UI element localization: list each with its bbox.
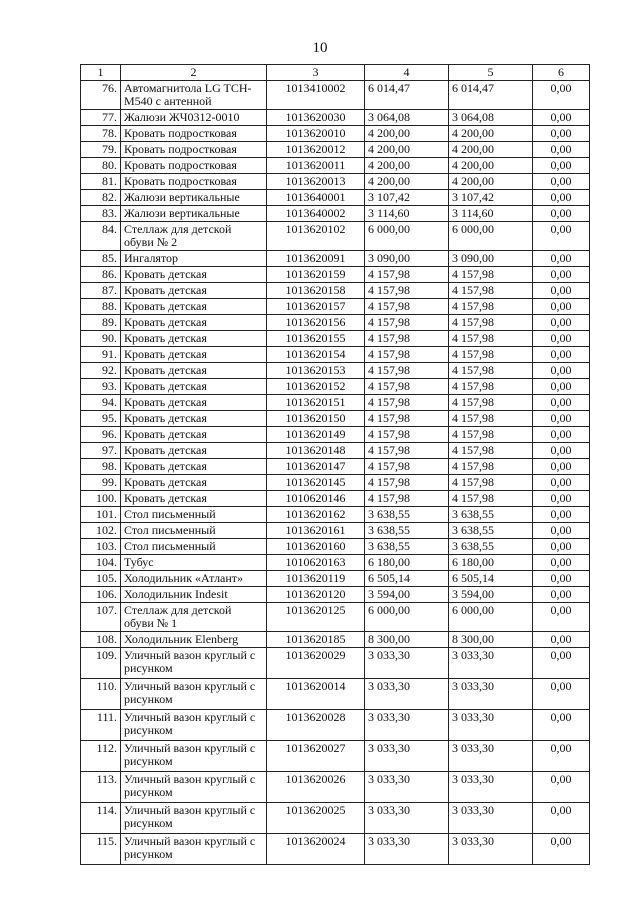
row-number: 81. [81,174,121,190]
row-number: 114. [81,803,121,834]
row-number: 94. [81,395,121,411]
table-row [81,331,590,347]
table-row [81,283,590,299]
value-col-4: 3 033,30 [365,741,449,772]
item-name: Тубус [121,555,267,571]
table-row [81,174,590,190]
row-number: 105. [81,571,121,587]
value-col-4: 6 180,00 [365,555,449,571]
value-col-6: 0,00 [533,475,590,491]
value-col-4: 4 157,98 [365,395,449,411]
value-col-5: 4 157,98 [449,331,533,347]
value-col-6: 0,00 [533,741,590,772]
row-number: 80. [81,158,121,174]
table-row [81,632,590,648]
value-col-4: 3 033,30 [365,648,449,679]
value-col-6: 0,00 [533,632,590,648]
row-number: 113. [81,772,121,803]
item-name: Стеллаж для детской обуви № 2 [121,222,267,251]
value-col-6: 0,00 [533,648,590,679]
inventory-code: 1013620024 [267,834,365,865]
item-name: Кровать детская [121,491,267,507]
inventory-code: 1013620011 [267,158,365,174]
inventory-code: 1013620119 [267,571,365,587]
row-number: 90. [81,331,121,347]
value-col-4: 3 064,08 [365,110,449,126]
row-number: 103. [81,539,121,555]
row-number: 89. [81,315,121,331]
table-row [81,648,590,679]
value-col-5: 3 033,30 [449,834,533,865]
value-col-6: 0,00 [533,803,590,834]
table-row [81,741,590,772]
value-col-5: 4 157,98 [449,315,533,331]
item-name: Кровать подростковая [121,142,267,158]
inventory-code: 1013620149 [267,427,365,443]
item-name: Уличный вазон круглый с рисунком [121,648,267,679]
value-col-6: 0,00 [533,363,590,379]
inventory-code: 1013620012 [267,142,365,158]
value-col-4: 3 033,30 [365,834,449,865]
inventory-code: 1013620152 [267,379,365,395]
table-row [81,190,590,206]
item-name: Холодильник Indesit [121,587,267,603]
value-col-6: 0,00 [533,679,590,710]
value-col-5: 4 200,00 [449,126,533,142]
value-col-5: 3 594,00 [449,587,533,603]
value-col-6: 0,00 [533,772,590,803]
value-col-4: 6 000,00 [365,603,449,632]
row-number: 93. [81,379,121,395]
item-name: Кровать детская [121,347,267,363]
value-col-4: 4 157,98 [365,411,449,427]
row-number: 91. [81,347,121,363]
value-col-4: 4 157,98 [365,363,449,379]
item-name: Жалюзи вертикальные [121,206,267,222]
value-col-5: 3 033,30 [449,648,533,679]
inventory-code: 1013620029 [267,648,365,679]
value-col-5: 4 157,98 [449,363,533,379]
row-number: 78. [81,126,121,142]
value-col-5: 3 033,30 [449,679,533,710]
item-name: Кровать подростковая [121,158,267,174]
item-name: Уличный вазон круглый с рисунком [121,772,267,803]
inventory-code: 1013620125 [267,603,365,632]
value-col-4: 4 157,98 [365,491,449,507]
item-name: Кровать подростковая [121,174,267,190]
inventory-code: 1013620160 [267,539,365,555]
value-col-4: 4 157,98 [365,379,449,395]
value-col-6: 0,00 [533,222,590,251]
item-name: Кровать детская [121,315,267,331]
value-col-5: 4 157,98 [449,475,533,491]
value-col-4: 4 157,98 [365,443,449,459]
row-number: 104. [81,555,121,571]
value-col-5: 3 033,30 [449,772,533,803]
value-col-4: 3 638,55 [365,539,449,555]
item-name: Кровать детская [121,427,267,443]
value-col-6: 0,00 [533,555,590,571]
value-col-5: 4 200,00 [449,174,533,190]
table-row [81,411,590,427]
table-row [81,507,590,523]
inventory-code: 1013620028 [267,710,365,741]
table-row [81,475,590,491]
value-col-6: 0,00 [533,395,590,411]
inventory-code: 1013620030 [267,110,365,126]
inventory-code: 1013620158 [267,283,365,299]
value-col-5: 4 157,98 [449,491,533,507]
value-col-6: 0,00 [533,523,590,539]
inventory-code: 1013620148 [267,443,365,459]
row-number: 98. [81,459,121,475]
value-col-5: 4 157,98 [449,459,533,475]
page-number: 10 [312,40,328,56]
row-number: 83. [81,206,121,222]
inventory-code: 1013620010 [267,126,365,142]
value-col-4: 6 000,00 [365,222,449,251]
value-col-5: 3 638,55 [449,523,533,539]
table-row [81,571,590,587]
row-number: 77. [81,110,121,126]
row-number: 111. [81,710,121,741]
value-col-5: 3 638,55 [449,539,533,555]
value-col-4: 4 200,00 [365,126,449,142]
table-row [81,803,590,834]
value-col-5: 4 157,98 [449,267,533,283]
value-col-6: 0,00 [533,206,590,222]
item-name: Уличный вазон круглый с рисунком [121,710,267,741]
value-col-5: 6 000,00 [449,222,533,251]
item-name: Стол письменный [121,523,267,539]
table-row [81,363,590,379]
inventory-code: 1013620154 [267,347,365,363]
value-col-6: 0,00 [533,142,590,158]
item-name: Кровать детская [121,299,267,315]
item-name: Стол письменный [121,507,267,523]
value-col-6: 0,00 [533,174,590,190]
table-row [81,523,590,539]
item-name: Уличный вазон круглый с рисунком [121,679,267,710]
column-header: 1 [81,65,121,81]
item-name: Уличный вазон круглый с рисунком [121,803,267,834]
table-header-row [81,65,590,81]
value-col-6: 0,00 [533,190,590,206]
item-name: Кровать детская [121,411,267,427]
inventory-code: 1013620153 [267,363,365,379]
row-number: 86. [81,267,121,283]
inventory-code: 1013620013 [267,174,365,190]
value-col-5: 8 300,00 [449,632,533,648]
value-col-4: 4 157,98 [365,347,449,363]
inventory-code: 1013620159 [267,267,365,283]
table-row [81,772,590,803]
table-row [81,587,590,603]
value-col-5: 3 033,30 [449,710,533,741]
row-number: 101. [81,507,121,523]
value-col-5: 3 033,30 [449,741,533,772]
value-col-6: 0,00 [533,571,590,587]
row-number: 108. [81,632,121,648]
value-col-5: 3 064,08 [449,110,533,126]
value-col-5: 3 638,55 [449,507,533,523]
value-col-6: 0,00 [533,267,590,283]
column-header: 5 [449,65,533,81]
column-header: 4 [365,65,449,81]
inventory-code: 1013620025 [267,803,365,834]
row-number: 110. [81,679,121,710]
table-row [81,251,590,267]
inventory-code: 1013620120 [267,587,365,603]
row-number: 95. [81,411,121,427]
value-col-4: 3 033,30 [365,803,449,834]
value-col-6: 0,00 [533,283,590,299]
value-col-6: 0,00 [533,539,590,555]
value-col-4: 4 157,98 [365,299,449,315]
value-col-5: 4 157,98 [449,427,533,443]
item-name: Стеллаж для детской обуви № 1 [121,603,267,632]
row-number: 84. [81,222,121,251]
item-name: Кровать детская [121,267,267,283]
value-col-5: 6 014,47 [449,81,533,110]
value-col-4: 4 157,98 [365,267,449,283]
table-row [81,539,590,555]
table-row [81,315,590,331]
row-number: 109. [81,648,121,679]
row-number: 96. [81,427,121,443]
value-col-6: 0,00 [533,411,590,427]
value-col-5: 6 000,00 [449,603,533,632]
item-name: Кровать детская [121,395,267,411]
value-col-6: 0,00 [533,710,590,741]
value-col-5: 4 157,98 [449,299,533,315]
row-number: 87. [81,283,121,299]
table-row [81,267,590,283]
value-col-6: 0,00 [533,427,590,443]
item-name: Жалюзи вертикальные [121,190,267,206]
value-col-4: 4 200,00 [365,174,449,190]
value-col-4: 4 157,98 [365,315,449,331]
value-col-5: 6 180,00 [449,555,533,571]
value-col-6: 0,00 [533,834,590,865]
inventory-code: 1013620027 [267,741,365,772]
inventory-code: 1013620157 [267,299,365,315]
row-number: 76. [81,81,121,110]
value-col-4: 3 114,60 [365,206,449,222]
inventory-code: 1013620151 [267,395,365,411]
item-name: Кровать подростковая [121,126,267,142]
value-col-6: 0,00 [533,507,590,523]
value-col-5: 6 505,14 [449,571,533,587]
value-col-4: 4 157,98 [365,475,449,491]
value-col-5: 3 114,60 [449,206,533,222]
row-number: 107. [81,603,121,632]
inventory-code: 1013620150 [267,411,365,427]
inventory-code: 1013620102 [267,222,365,251]
value-col-5: 3 107,42 [449,190,533,206]
inventory-code: 1013620026 [267,772,365,803]
item-name: Кровать детская [121,475,267,491]
inventory-code: 1013640002 [267,206,365,222]
value-col-4: 3 638,55 [365,507,449,523]
item-name: Кровать детская [121,331,267,347]
value-col-5: 4 157,98 [449,411,533,427]
inventory-code: 1013620162 [267,507,365,523]
item-name: Кровать детская [121,379,267,395]
column-header: 3 [267,65,365,81]
row-number: 102. [81,523,121,539]
table-row [81,379,590,395]
value-col-4: 4 157,98 [365,331,449,347]
inventory-code: 1013620091 [267,251,365,267]
table-row [81,834,590,865]
value-col-6: 0,00 [533,315,590,331]
value-col-6: 0,00 [533,603,590,632]
item-name: Кровать детская [121,459,267,475]
item-name: Холодильник «Атлант» [121,571,267,587]
value-col-4: 6 505,14 [365,571,449,587]
inventory-code: 1013620161 [267,523,365,539]
table-row [81,347,590,363]
table-row [81,142,590,158]
inventory-code: 1013620145 [267,475,365,491]
value-col-6: 0,00 [533,443,590,459]
value-col-6: 0,00 [533,158,590,174]
item-name: Автомагнитола LG TCH-M540 с антенной [121,81,267,110]
table-row [81,679,590,710]
table-row [81,222,590,251]
value-col-6: 0,00 [533,126,590,142]
row-number: 112. [81,741,121,772]
table-row [81,126,590,142]
table-row [81,158,590,174]
column-header: 2 [121,65,267,81]
value-col-4: 8 300,00 [365,632,449,648]
row-number: 85. [81,251,121,267]
inventory-code: 1010620146 [267,491,365,507]
table-row [81,555,590,571]
value-col-4: 4 157,98 [365,427,449,443]
value-col-5: 4 157,98 [449,283,533,299]
table-row [81,459,590,475]
item-name: Уличный вазон круглый с рисунком [121,741,267,772]
row-number: 82. [81,190,121,206]
table-row [81,427,590,443]
item-name: Стол письменный [121,539,267,555]
table-row [81,206,590,222]
value-col-4: 4 200,00 [365,158,449,174]
value-col-5: 4 157,98 [449,395,533,411]
value-col-6: 0,00 [533,81,590,110]
value-col-4: 4 200,00 [365,142,449,158]
value-col-4: 3 594,00 [365,587,449,603]
inventory-code: 1013410002 [267,81,365,110]
value-col-6: 0,00 [533,459,590,475]
value-col-6: 0,00 [533,347,590,363]
inventory-code: 1013620155 [267,331,365,347]
value-col-6: 0,00 [533,251,590,267]
value-col-4: 3 033,30 [365,710,449,741]
table-row [81,81,590,110]
item-name: Кровать детская [121,443,267,459]
row-number: 92. [81,363,121,379]
value-col-5: 3 033,30 [449,803,533,834]
table-row [81,603,590,632]
value-col-6: 0,00 [533,491,590,507]
table-row [81,299,590,315]
item-name: Уличный вазон круглый с рисунком [121,834,267,865]
value-col-4: 4 157,98 [365,283,449,299]
table-row [81,491,590,507]
inventory-code: 1013620014 [267,679,365,710]
value-col-4: 3 033,30 [365,679,449,710]
item-name: Кровать детская [121,283,267,299]
row-number: 97. [81,443,121,459]
value-col-4: 4 157,98 [365,459,449,475]
table-row [81,710,590,741]
item-name: Жалюзи ЖЧ0312-0010 [121,110,267,126]
row-number: 88. [81,299,121,315]
value-col-6: 0,00 [533,110,590,126]
row-number: 100. [81,491,121,507]
inventory-table [80,64,590,865]
value-col-6: 0,00 [533,587,590,603]
item-name: Холодильник Elenberg [121,632,267,648]
value-col-6: 0,00 [533,379,590,395]
item-name: Ингалятор [121,251,267,267]
table-body [81,81,590,865]
row-number: 99. [81,475,121,491]
inventory-code: 1013620147 [267,459,365,475]
value-col-6: 0,00 [533,331,590,347]
row-number: 106. [81,587,121,603]
value-col-5: 4 200,00 [449,142,533,158]
value-col-5: 4 157,98 [449,347,533,363]
inventory-code: 1013620156 [267,315,365,331]
inventory-code: 1013640001 [267,190,365,206]
table-row [81,110,590,126]
value-col-4: 3 033,30 [365,772,449,803]
value-col-5: 4 200,00 [449,158,533,174]
row-number: 115. [81,834,121,865]
inventory-code: 1010620163 [267,555,365,571]
value-col-5: 4 157,98 [449,379,533,395]
column-header: 6 [533,65,590,81]
value-col-4: 3 638,55 [365,523,449,539]
value-col-4: 6 014,47 [365,81,449,110]
inventory-code: 1013620185 [267,632,365,648]
value-col-5: 3 090,00 [449,251,533,267]
table-row [81,395,590,411]
value-col-5: 4 157,98 [449,443,533,459]
table-row [81,443,590,459]
item-name: Кровать детская [121,363,267,379]
row-number: 79. [81,142,121,158]
value-col-4: 3 090,00 [365,251,449,267]
value-col-6: 0,00 [533,299,590,315]
value-col-4: 3 107,42 [365,190,449,206]
